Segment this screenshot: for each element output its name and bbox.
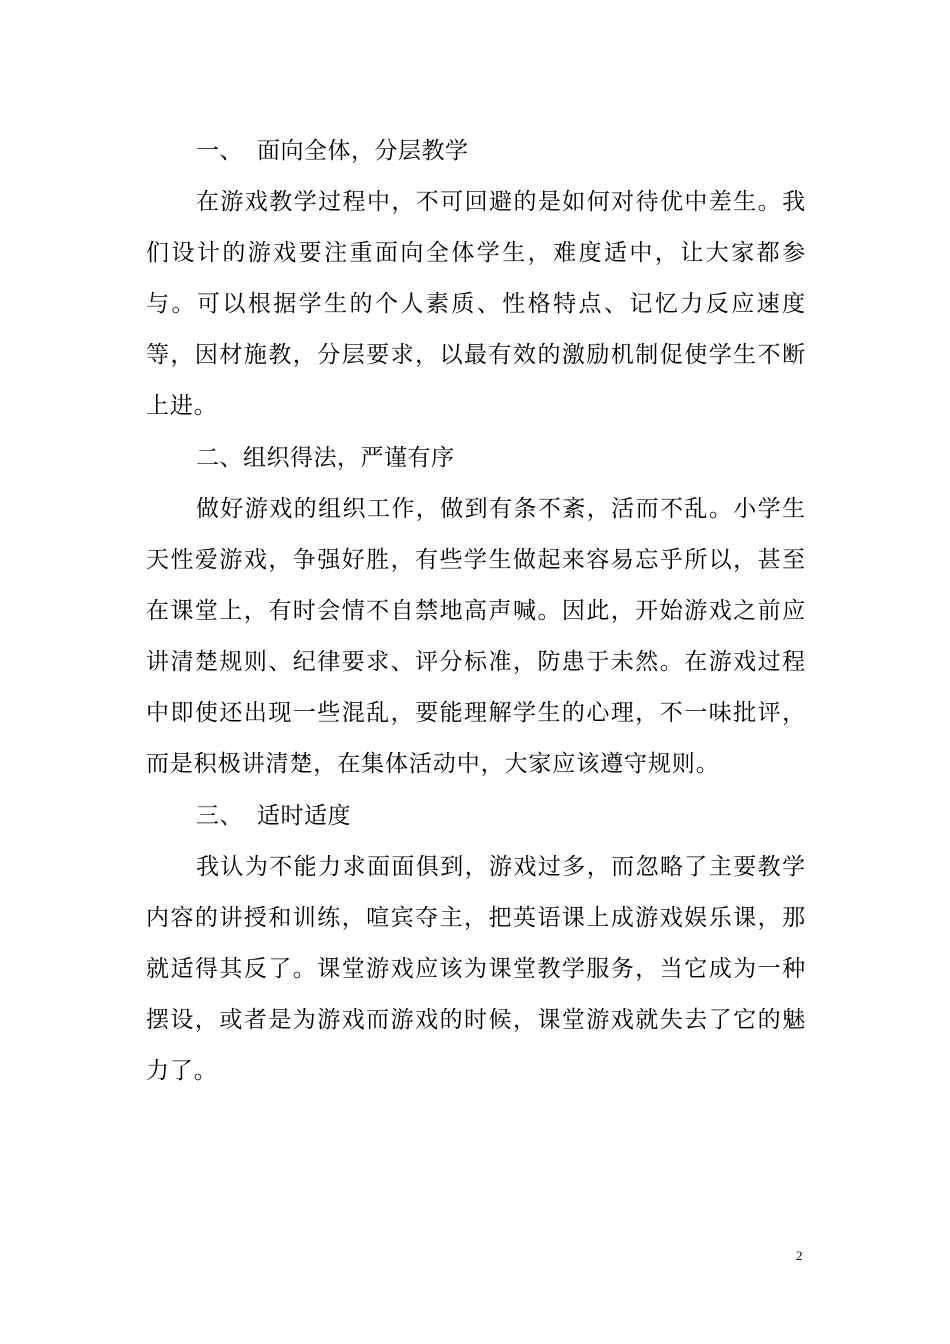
section-heading-2 [146, 432, 806, 484]
section-paragraph-3: 我认为不能力求面面俱到，游戏过多，而忽略了主要教学内容的讲授和训练，喧宾夺主，把英语课上成游戏娱乐课，那就适得其反了。课堂游戏应该为课堂教学服务，当它成为一种摆设，或者是为游戏而游戏的时候，课堂游戏就失去了它的魅力了。 [146, 854, 806, 1084]
section-number: 三、 [196, 803, 243, 829]
section-title: 面向全体，分层教学 [257, 138, 469, 164]
section-paragraph-2: 做好游戏的组织工作，做到有条不紊，活而不乱。小学生天性爱游戏，争强好胜，有些学生做起来容易忘乎所以，甚至在课堂上，有时会情不自禁地高声喊。因此，开始游戏之前应讲清楚规则、纪律要求、评分标准，防患于未然。在游戏过程中即使还出现一些混乱，要能理解学生的心理，不一味批评，而是积极讲清楚，在集体活动中，大家应该遵守规则。 [146, 496, 806, 777]
section-number: 二、 [196, 445, 243, 471]
page-body [146, 125, 806, 1097]
section-number: 一、 [196, 138, 243, 164]
section-paragraph-1: 在游戏教学过程中，不可回避的是如何对待优中差生。我们设计的游戏要注重面向全体学生，难度适中，让大家都参与。可以根据学生的个人素质、性格特点、记忆力反应速度等，因材施教，分层要求，以最有效的激励机制促使学生不断上进。 [146, 189, 806, 419]
section-title: 适时适度 [257, 803, 351, 829]
section-heading-3 [146, 790, 806, 842]
page-number: 2 [796, 1248, 803, 1263]
section-heading-1 [146, 125, 806, 177]
section-title: 组织得法，严谨有序 [243, 445, 455, 471]
